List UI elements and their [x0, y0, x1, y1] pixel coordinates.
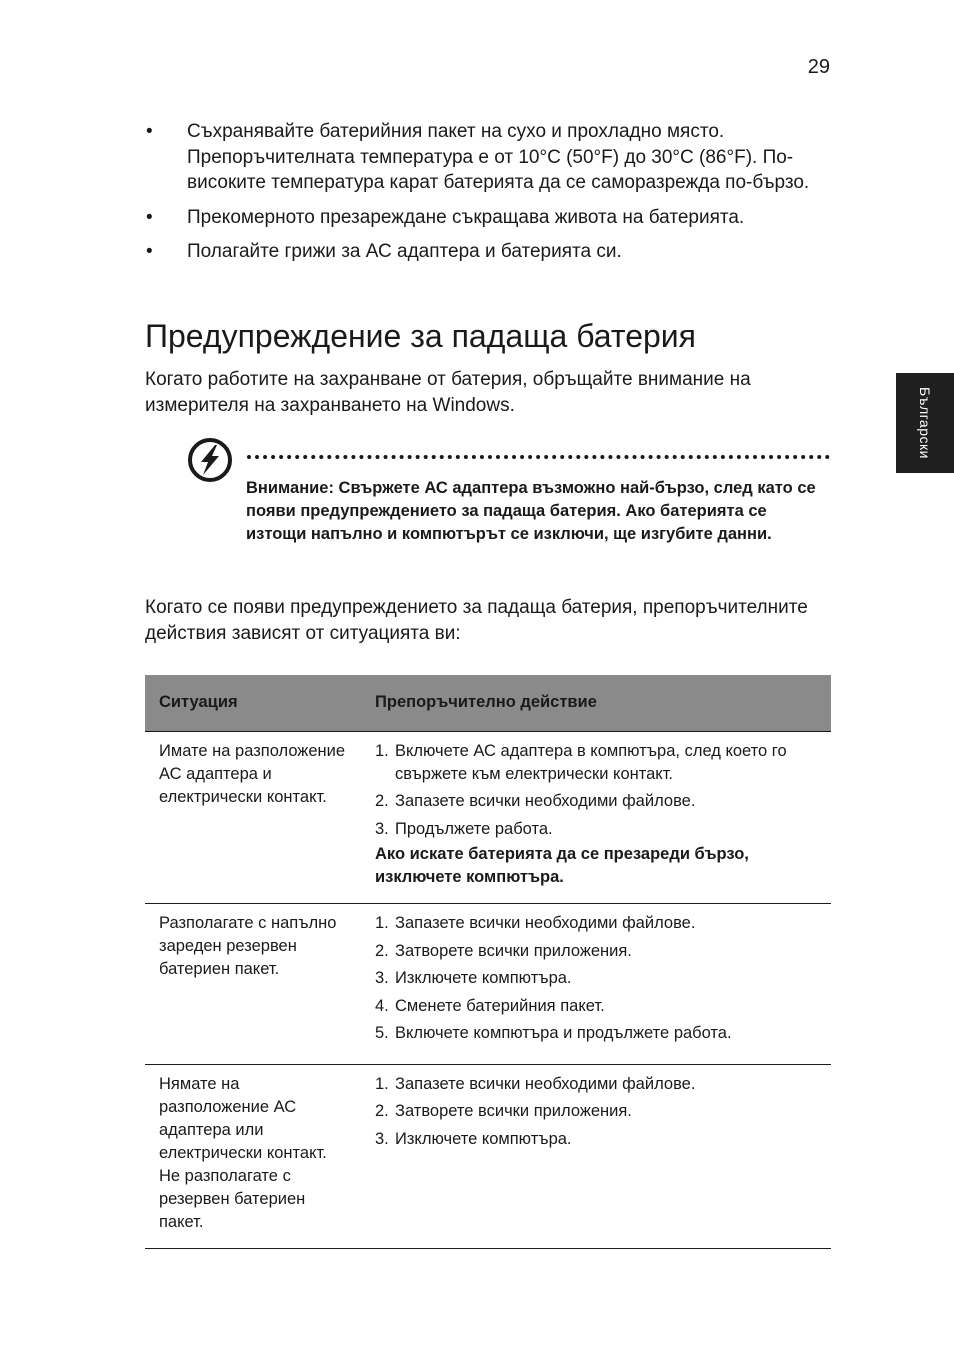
actions-table	[145, 675, 831, 1249]
bold-note: Ако искате батерията да се презареди бързо, изключете компютъра.	[375, 845, 749, 886]
bullet-item	[146, 205, 836, 231]
warning-text: Внимание: Свържете АС адаптера възможно най-бързо, след като се появи предупреждението за падаща батерия. Ако батерията се изтощи напълно и компютърът се изключи, ще изгубите данни.	[246, 479, 816, 543]
step-item	[375, 912, 817, 935]
situation-cell: Нямате на разположение АС адаптера или електрически контакт. Не разполагате с резервен батериен пакет.	[145, 1064, 361, 1248]
header-situation: Ситуация	[145, 675, 361, 731]
step-number: 2.	[375, 1102, 389, 1120]
bullet-symbol: •	[146, 241, 153, 262]
action-cell	[361, 731, 831, 904]
lead-paragraph: Когато се появи предупреждението за падаща батерия, препоръчителните действия зависят от ситуацията ви:	[145, 597, 808, 644]
step-item	[375, 818, 817, 841]
intro-paragraph: Когато работите на захранване от батерия, обръщайте внимание на измерителя на захранването на Windows.	[145, 369, 751, 416]
bullet-text: Полагайте грижи за АС адаптера и батерията си.	[187, 241, 622, 262]
step-number: 3.	[375, 1129, 389, 1148]
language-side-tab	[896, 373, 954, 473]
step-item	[375, 940, 817, 963]
step-text: Продължете работа.	[395, 819, 553, 838]
bullet-text: Прекомерното презареждане съкращава живота на батерията.	[187, 206, 745, 228]
step-number: 4.	[375, 996, 389, 1015]
table-header-row	[145, 675, 831, 731]
steps-list	[375, 912, 817, 1045]
step-item	[375, 995, 817, 1018]
bullet-text: Съхранявайте батерийния пакет на сухо и прохладно място. Препоръчителната температура е от 10°C (50°F) до 30°C (86°F). По-високите температура карат батерията да се саморазрежда по-бързо.	[187, 121, 810, 193]
warning-lightning-icon	[187, 437, 233, 483]
step-number: 1.	[375, 914, 389, 932]
step-item	[375, 1073, 817, 1096]
step-text: Включете АС адаптера в компютъра, след което го свържете към електрически контакт.	[395, 741, 787, 783]
step-text: Запазете всички необходими файлове.	[395, 792, 696, 810]
step-number: 1.	[375, 741, 389, 760]
bullet-item	[146, 119, 836, 196]
step-text: Затворете всички приложения.	[395, 941, 632, 960]
header-action: Препоръчително действие	[361, 675, 831, 731]
step-item	[375, 740, 817, 786]
table-row	[145, 1064, 831, 1248]
step-item	[375, 1128, 817, 1151]
step-number: 2.	[375, 941, 389, 960]
situation-cell: Имате на разположение АС адаптера и електрически контакт.	[145, 731, 361, 904]
table-row	[145, 904, 831, 1065]
step-text: Включете компютъра и продължете работа.	[395, 1024, 732, 1042]
bullet-symbol: •	[146, 121, 153, 142]
step-number: 2.	[375, 792, 389, 810]
bullet-item	[146, 239, 836, 265]
section-title: Предупреждение за падаща батерия	[145, 318, 696, 354]
side-tab-label: Български	[917, 387, 933, 459]
page-number: 29	[807, 56, 830, 78]
step-number: 5.	[375, 1024, 389, 1042]
step-text: Сменете батерийния пакет.	[395, 996, 605, 1015]
step-text: Изключете компютъра.	[395, 1129, 572, 1148]
step-item	[375, 1022, 817, 1045]
step-item	[375, 790, 817, 813]
step-text: Изключете компютъра.	[395, 969, 572, 987]
tips-bullet-list	[146, 119, 836, 274]
bullet-symbol: •	[146, 206, 153, 228]
step-number: 3.	[375, 819, 389, 838]
step-number: 3.	[375, 969, 389, 987]
action-cell	[361, 904, 831, 1065]
steps-list	[375, 740, 817, 841]
warning-divider	[247, 455, 830, 459]
situation-cell: Разполагате с напълно зареден резервен батериен пакет.	[145, 904, 361, 1065]
step-item	[375, 1100, 817, 1123]
step-text: Запазете всички необходими файлове.	[395, 1074, 696, 1093]
step-number: 1.	[375, 1074, 389, 1093]
step-text: Затворете всички приложения.	[395, 1102, 632, 1120]
step-text: Запазете всички необходими файлове.	[395, 914, 696, 932]
steps-list	[375, 1073, 817, 1151]
table-row	[145, 731, 831, 904]
action-cell	[361, 1064, 831, 1248]
step-item	[375, 967, 817, 990]
